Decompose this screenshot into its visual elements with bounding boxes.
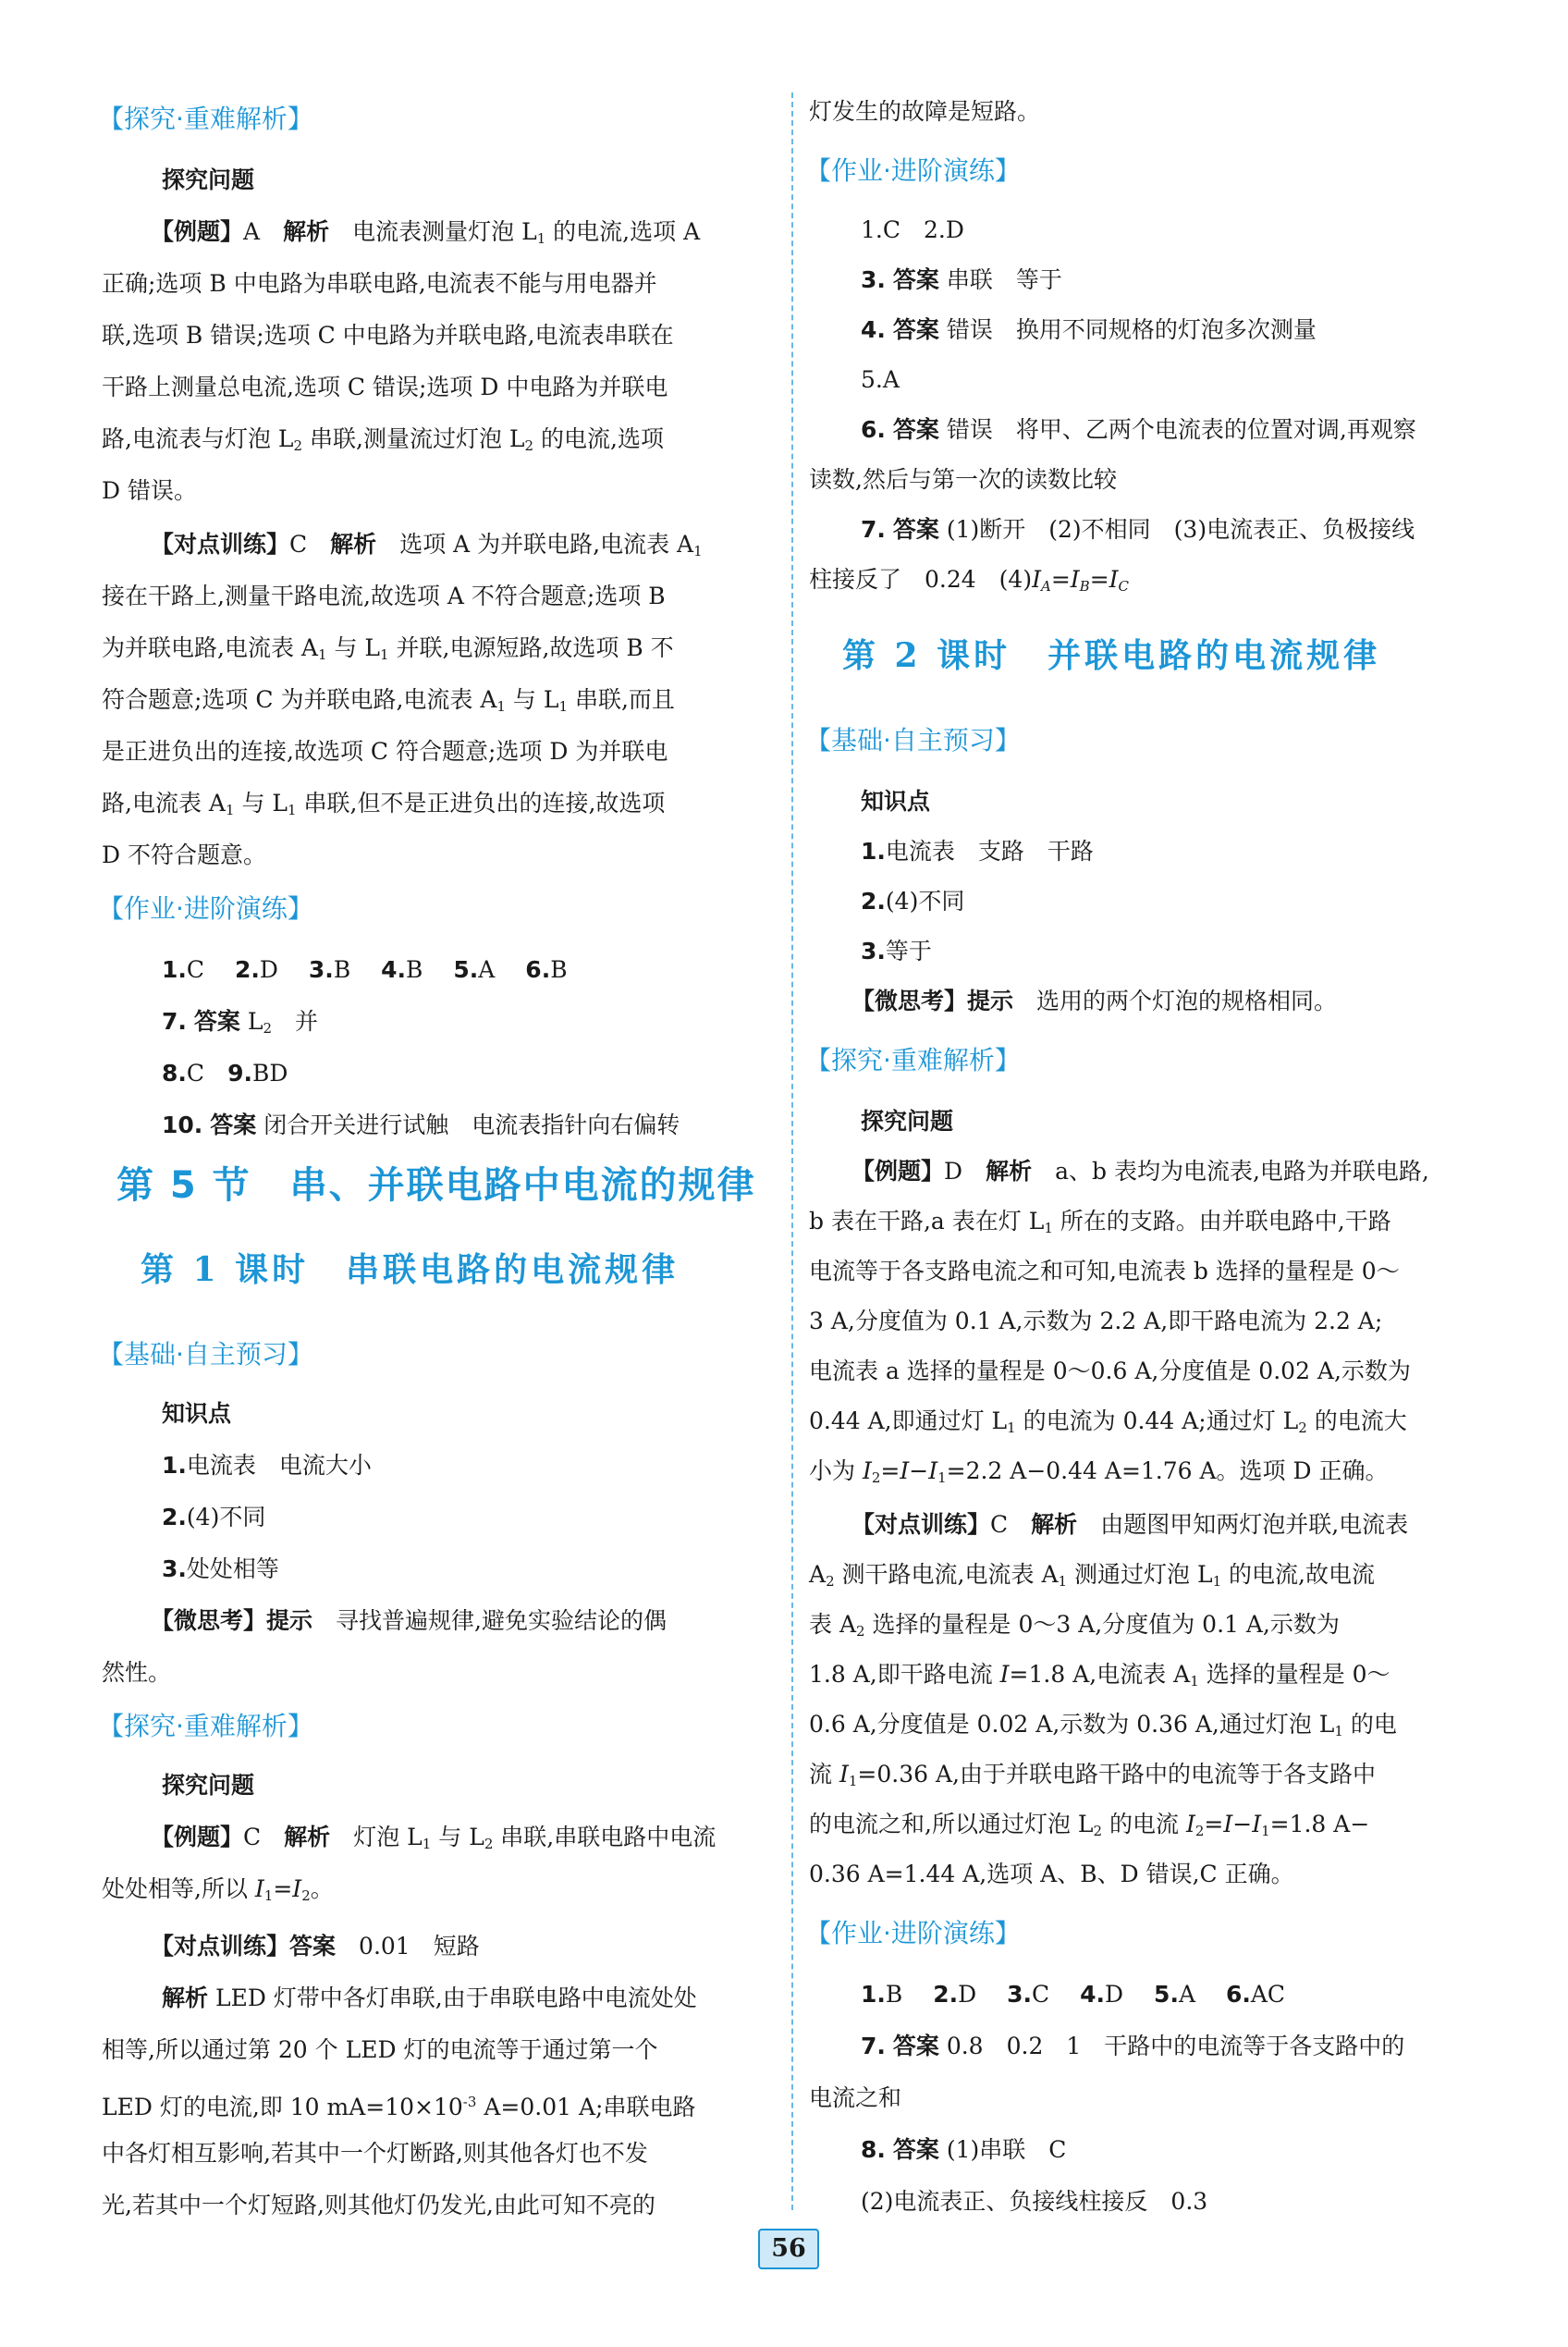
knowledge-item: 2.(4)不同 — [162, 1504, 266, 1530]
lesson-title: 第 2 课时 并联电路的电流规律 — [842, 636, 1381, 675]
example-line: 处处相等,所以 $I_1=I_2$。 — [102, 1875, 334, 1904]
section-heading: 【探究·重难解析】 — [98, 1711, 313, 1741]
answer-line: 7. 答案 $L_2$ 并 — [162, 1008, 319, 1037]
section-heading: 【探究·重难解析】 — [805, 1045, 1021, 1075]
example-line: 电流表 a 选择的量程是 0～0.6 A,分度值是 0.02 A,示数为 — [809, 1358, 1411, 1384]
practice-line: 0.36 A=1.44 A,选项 A、B、D 错误,C 正确。 — [809, 1861, 1294, 1887]
section-heading: 【基础·自主预习】 — [805, 725, 1021, 756]
example-line: 3 A,分度值为 0.1 A,示数为 2.2 A,即干路电流为 2.2 A; — [809, 1308, 1383, 1334]
practice-line: 接在干路上,测量干路电流,故选项 A 不符合题意;选项 B — [102, 583, 666, 609]
practice-line: 【对点训练】C 解析 由题图甲知两灯泡并联,电流表 — [851, 1511, 1409, 1538]
practice-line: 路,电流表 $A_1$ 与 $L_1$ 串联,但不是正进负出的连接,故选项 — [102, 790, 666, 818]
answer-line: 柱接反了 0.24 $(4)I_A=I_B=I_C$ — [809, 566, 1130, 595]
answer-line: 7. 答案 (1)断开 (2)不相同 (3)电流表正、负极接线 — [861, 516, 1415, 543]
practice-line: 符合题意;选项 C 为并联电路,电流表 $A_1$ 与 $L_1$ 串联,而且 — [102, 686, 675, 715]
answer-line: 1.C 2.D — [861, 216, 964, 243]
example-line: 小为 $I_2=I-I_1=2.2$ A−0.44 A=1.76 A。选项 D 正确。 — [809, 1457, 1389, 1486]
knowledge-item: 1.电流表 支路 干路 — [861, 838, 1094, 865]
answer-line: 6. 答案 错误 将甲、乙两个电流表的位置对调,再观察 — [861, 416, 1416, 443]
answer-line: 7. 答案 0.8 0.2 1 干路中的电流等于各支路中的 — [861, 2033, 1405, 2059]
lesson-title: 第 1 课时 串联电路的电流规律 — [141, 1250, 680, 1289]
knowledge-item: 3.等于 — [861, 938, 932, 965]
section-heading: 【作业·进阶演练】 — [98, 893, 313, 924]
practice-line: D 不符合题意。 — [102, 842, 266, 868]
practice-line: 【对点训练】C 解析 选项 A 为并联电路,电流表 $A_1$ — [151, 531, 703, 559]
example-line: 正确;选项 B 中电路为串联电路,电流表不能与用电器并 — [102, 270, 657, 297]
answer-line: 8.C 9.BD — [162, 1060, 288, 1087]
practice-line: 【对点训练】答案 0.01 短路 — [151, 1933, 480, 1960]
think-line: 【微思考】提示 选用的两个灯泡的规格相同。 — [851, 988, 1338, 1014]
example-line: 干路上测量总电流,选项 C 错误;选项 D 中电路为并联电 — [102, 374, 668, 400]
knowledge-item: 1.电流表 电流大小 — [162, 1452, 372, 1479]
answer-line: 3. 答案 串联 等于 — [861, 266, 1062, 293]
subheading: 知识点 — [861, 788, 931, 815]
answer-line: 10. 答案 闭合开关进行试触 电流表指针向右偏转 — [162, 1112, 680, 1138]
subheading: 知识点 — [162, 1400, 232, 1427]
example-line: 【例题】A 解析 电流表测量灯泡 $L_1$ 的电流,选项 A — [151, 218, 701, 247]
subheading: 探究问题 — [861, 1108, 954, 1135]
practice-line: 的电流之和,所以通过灯泡 $L_2$ 的电流 $I_2=I-I_1=1.8$ A− — [809, 1811, 1370, 1839]
example-line: D 错误。 — [102, 477, 197, 504]
practice-line: $A_2$ 测干路电流,电流表 $A_1$ 测通过灯泡 $L_1$ 的电流,故电流 — [809, 1561, 1376, 1590]
think-line: 【微思考】提示 寻找普遍规律,避免实验结论的偶 — [151, 1607, 667, 1634]
subheading: 探究问题 — [162, 166, 255, 193]
example-line: 0.44 A,即通过灯 $L_1$ 的电流为 0.44 A;通过灯 $L_2$ 的电流大 — [809, 1407, 1407, 1436]
section-heading: 【作业·进阶演练】 — [805, 1918, 1021, 1948]
answers-row: 1.C 2.D 3.B 4.B 5.A 6.B — [162, 956, 568, 983]
practice-line: 流 $I_1=0.36$ A,由于并联电路干路中的电流等于各支路中 — [809, 1761, 1376, 1789]
example-line: 【例题】C 解析 灯泡 $L_1$ 与 $L_2$ 串联,串联电路中电流 — [151, 1824, 717, 1852]
section-heading: 【基础·自主预习】 — [98, 1339, 313, 1370]
example-line: 电流等于各支路电流之和可知,电流表 b 选择的量程是 0～ — [809, 1258, 1400, 1284]
example-line: 联,选项 B 错误;选项 C 中电路为并联电路,电流表串联在 — [102, 322, 674, 349]
answer-line: 电流之和 — [809, 2084, 902, 2111]
page-number: 56 — [758, 2229, 819, 2269]
answer-line: 5.A — [861, 366, 900, 393]
answer-line: 读数,然后与第一次的读数比较 — [809, 466, 1117, 493]
continued-line: 灯发生的故障是短路。 — [809, 98, 1041, 125]
practice-line: 相等,所以通过第 20 个 LED 灯的电流等于通过第一个 — [102, 2036, 658, 2063]
answers-row: 1.B 2.D 3.C 4.D 5.A 6.AC — [861, 1981, 1286, 2008]
answer-line: 4. 答案 错误 换用不同规格的灯泡多次测量 — [861, 316, 1317, 343]
practice-line: 解析 LED 灯带中各灯串联,由于串联电路中电流处处 — [162, 1985, 697, 2011]
knowledge-item: 2.(4)不同 — [861, 888, 965, 915]
section-heading: 【探究·重难解析】 — [98, 104, 313, 134]
knowledge-item: 3.处处相等 — [162, 1555, 279, 1582]
answer-line: 8. 答案 (1)串联 C — [861, 2136, 1067, 2163]
example-line: 路,电流表与灯泡 $L_2$ 串联,测量流过灯泡 $L_2$ 的电流,选项 — [102, 425, 664, 454]
practice-line: 0.6 A,分度值是 0.02 A,示数为 0.36 A,通过灯泡 $L_1$ 的电 — [809, 1711, 1397, 1739]
practice-line: 1.8 A,即干路电流 I=1.8 A,电流表 $A_1$ 选择的量程是 0～ — [809, 1661, 1390, 1690]
example-line: b 表在干路,a 表在灯 $L_1$ 所在的支路。由并联电路中,干路 — [809, 1208, 1391, 1236]
column-divider — [791, 92, 793, 2210]
practice-line: 为并联电路,电流表 $A_1$ 与 $L_1$ 并联,电源短路,故选项 B 不 — [102, 634, 674, 663]
example-line: 【例题】D 解析 a、b 表均为电流表,电路为并联电路, — [851, 1158, 1429, 1185]
section-heading: 【作业·进阶演练】 — [805, 155, 1021, 186]
subheading: 探究问题 — [162, 1772, 255, 1799]
practice-line: 中各灯相互影响,若其中一个灯断路,则其他各灯也不发 — [102, 2140, 648, 2167]
practice-line: 光,若其中一个灯短路,则其他灯仍发光,由此可知不亮的 — [102, 2192, 655, 2218]
practice-line: 表 $A_2$ 选择的量程是 0～3 A,分度值为 0.1 A,示数为 — [809, 1611, 1340, 1640]
section-title: 第 5 节 串、并联电路中电流的规律 — [116, 1164, 756, 1207]
practice-line: 是正进负出的连接,故选项 C 符合题意;选项 D 为并联电 — [102, 738, 668, 765]
think-line: 然性。 — [102, 1659, 172, 1686]
practice-line: LED 灯的电流,即 10 $mA=10\times 10^{-3}$ A=0.01 A;串联电路 — [102, 2094, 696, 2120]
answer-line: (2)电流表正、负接线柱接反 0.3 — [861, 2188, 1208, 2215]
